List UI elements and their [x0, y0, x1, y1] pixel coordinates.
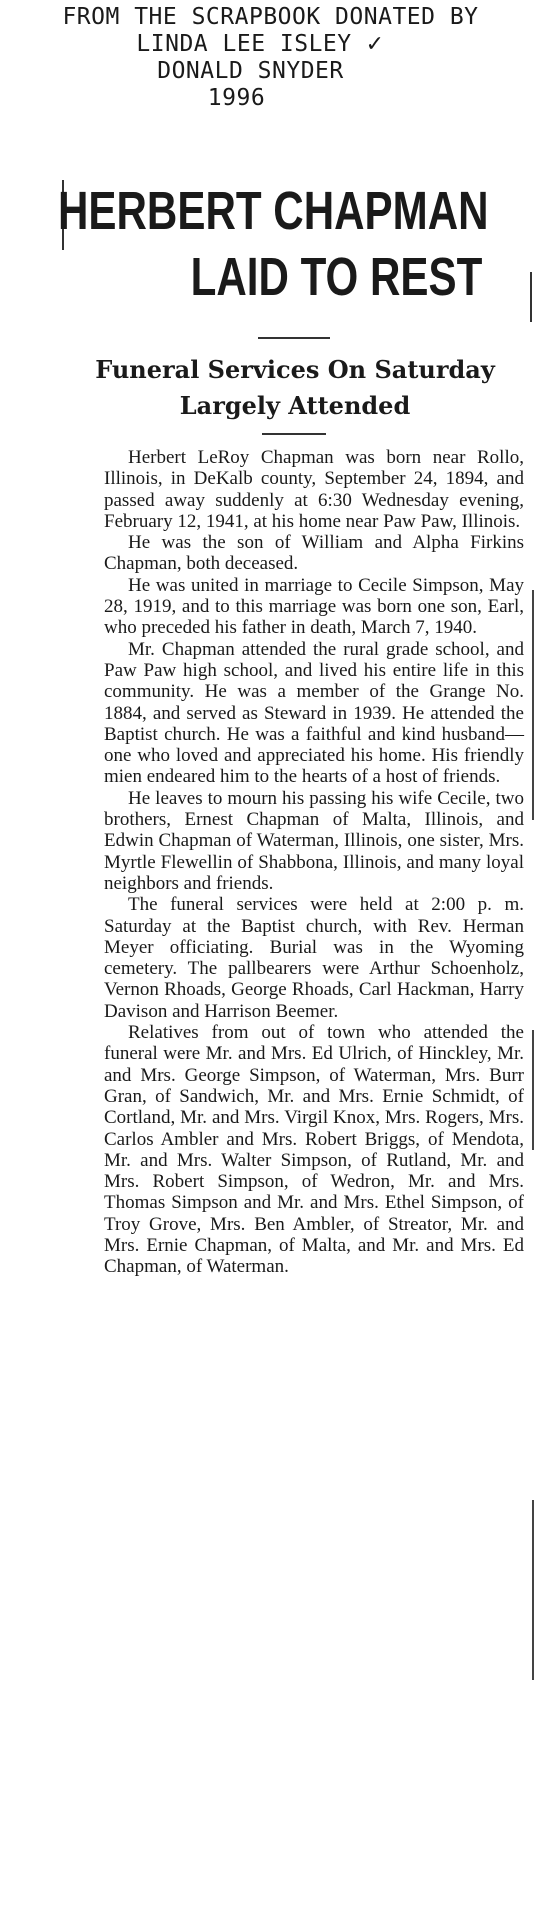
article-paragraph: He was the son of William and Alpha Firkins Chapman, both deceased.	[104, 532, 524, 575]
scrapbook-note-line: FROM THE SCRAPBOOK DONATED BY	[62, 4, 479, 30]
article-body	[104, 447, 524, 1278]
headline-divider	[258, 337, 330, 339]
article-paragraph: He leaves to mourn his passing his wife Cecile, two brothers, Ernest Chapman of Malta, Illinois, and Edwin Chapman of Waterman, Illinois, one sister, Mrs. Myrtle Flewellin of Shabbona, Illinois, and many loyal neighbors and friends.	[104, 787, 524, 894]
headline-line: LAID TO REST	[190, 247, 483, 307]
subhead-line: Funeral Services On Saturday	[95, 355, 495, 384]
article-paragraph: The funeral services were held at 2:00 p. m. Saturday at the Baptist church, with Rev. Herman Meyer officiating. Burial was in the Wyoming cemetery. The pallbearers were Arthur Schoenholz, Vernon Rhoads, George Rhoads, Carl Hackman, Harry Davison and Harrison Beemer.	[104, 894, 524, 1022]
clipping-edge-rule	[532, 1500, 534, 1680]
article-headline	[58, 178, 489, 310]
headline-right-rule	[530, 272, 532, 322]
article-paragraph: Herbert LeRoy Chapman was born near Rollo, Illinois, in DeKalb county, September 24, 1894, and passed away suddenly at 6:30 Wednesday evening, February 12, 1941, at his home near Paw Paw, Illinois.	[104, 447, 524, 532]
article-paragraph: Relatives from out of town who attended the funeral were Mr. and Mrs. Ed Ulrich, of Hinckley, Mr. and Mrs. George Simpson, of Waterman, Mrs. Burr Gran, of Sandwich, Mr. and Mrs. Ernie Schmidt, of Cortland, Mr. and Mrs. Virgil Knox, Mrs. Rogers, Mrs. Carlos Ambler and Mrs. Robert Briggs, of Mendota, Mr. and Mrs. Walter Simpson, of Rutland, Mr. and Mrs. Robert Simpson, of Wedron, Mr. and Mrs. Thomas Simpson and Mr. and Mrs. Ethel Simpson, of Troy Grove, Mrs. Ben Ambler, of Streator, Mr. and Mrs. Ernie Chapman, of Malta, and Mr. and Mrs. Ed Chapman, of Waterman.	[104, 1022, 524, 1278]
scrapbook-note-year: 1996	[207, 85, 266, 111]
clipping-edge-rule	[532, 1030, 534, 1150]
scrapbook-note	[0, 4, 541, 112]
headline-line: HERBERT CHAPMAN	[58, 181, 489, 241]
subhead-line: Largely Attended	[179, 391, 411, 420]
scrapbook-note-line: DONALD SNYDER	[157, 58, 344, 84]
subhead-divider	[262, 433, 326, 435]
article-subhead	[60, 352, 530, 424]
article-paragraph: Mr. Chapman attended the rural grade school, and Paw Paw high school, and lived his entire life in this community. He was a member of the Grange No. 1884, and served as Steward in 1939. He attended the Baptist church. He was a faithful and kind husband—one who loved and appreciated his home. His friendly mien endeared him to the hearts of a host of friends.	[104, 638, 524, 788]
article-paragraph: He was united in marriage to Cecile Simpson, May 28, 1919, and to this marriage was born one son, Earl, who preceded his father in death, March 7, 1940.	[104, 574, 524, 639]
donor-name: LINDA LEE ISLEY	[136, 31, 352, 57]
check-mark-icon: ✓	[365, 32, 385, 57]
scrapbook-note-line	[0, 31, 541, 58]
clipping-edge-rule	[532, 590, 534, 820]
